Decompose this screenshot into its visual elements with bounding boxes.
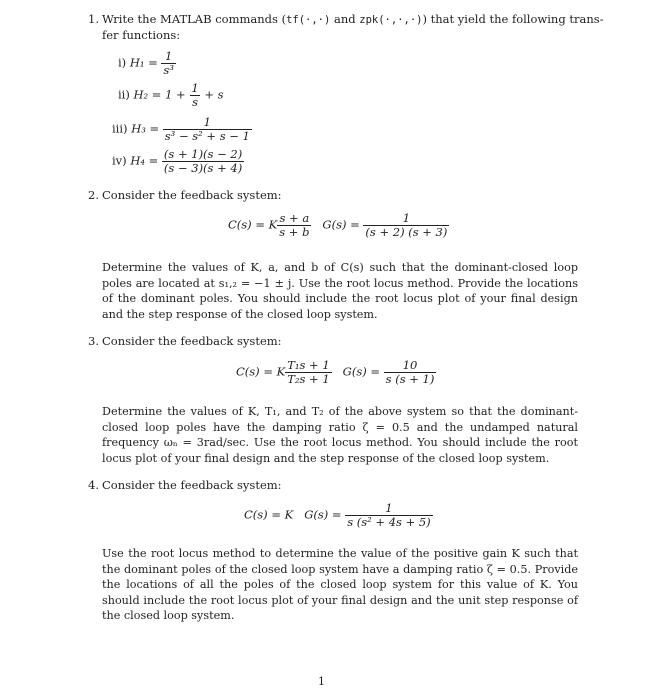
fraction-numerator: 1 bbox=[203, 115, 211, 129]
q1-item-lhs: H₁ = bbox=[129, 55, 158, 70]
fraction-denominator: (s + 2) (s + 3) bbox=[365, 225, 448, 239]
q1-number: 1. bbox=[88, 12, 99, 26]
q2-body: Determine the values of K, a, and b of C(s) such that the dominant-closed loop poles are located at s₁,₂ = −1 ± j. Use the root locus method. Provide the locations of the dominant poles. You should include the root locus plot of your final design and the step response of the closed loop system. bbox=[102, 261, 578, 321]
q3-plant-fraction bbox=[384, 359, 437, 386]
fraction-denominator: s³ − s² + s − 1 bbox=[164, 129, 250, 143]
fraction-numerator: (s + 1)(s − 2) bbox=[163, 147, 243, 161]
q4-plant-fraction bbox=[345, 502, 432, 529]
fraction-denominator: (s − 3)(s + 4) bbox=[163, 161, 243, 175]
q1-item-3 bbox=[112, 116, 252, 143]
fraction-denominator: s bbox=[192, 95, 198, 109]
q3-title: Consider the feedback system: bbox=[102, 334, 282, 348]
q2-controller-fraction bbox=[277, 212, 311, 239]
fraction-numerator: 1 bbox=[191, 81, 199, 95]
q3-body: Determine the values of K, T₁, and T₂ of the above system so that the dominant-closed loop poles have the damping ratio ζ = 0.5 and the undamped natural frequency ωₙ = 3rad/sec. Use the root locus method. You should include the root locus plot of your final design and the step response of the closed loop system. bbox=[102, 405, 578, 465]
q1-item-label: ii) bbox=[118, 87, 130, 102]
fraction-numerator: T₁s + 1 bbox=[287, 358, 330, 372]
q4-equation bbox=[244, 502, 433, 529]
fraction-numerator: s + a bbox=[279, 211, 310, 225]
q1-item-fraction bbox=[163, 116, 252, 143]
q1-item-fraction bbox=[161, 50, 176, 77]
q4-title: Consider the feedback system: bbox=[102, 478, 282, 492]
fraction-denominator: s + b bbox=[279, 225, 310, 239]
q1-item-2 bbox=[118, 82, 224, 109]
q4-body: Use the root locus method to determine the value of the positive gain K such that the dominant poles of the closed loop system have a damping ratio ζ = 0.5. Provide the locations of all the poles of the closed loop system for this value of K. You should include the root locus plot of your final design and the unit step response of the closed loop system. bbox=[102, 547, 578, 622]
q1-intro-part1: Write the MATLAB commands ( bbox=[102, 12, 287, 26]
q4-controller-lhs: C(s) = K bbox=[244, 507, 294, 522]
q1-item-label: i) bbox=[118, 55, 127, 70]
q1-intro-line2: fer functions: bbox=[102, 28, 181, 42]
fraction-numerator: 1 bbox=[402, 211, 411, 225]
q1-item-label: iii) bbox=[112, 121, 128, 136]
fraction-denominator: T₂s + 1 bbox=[287, 372, 330, 386]
q1-item-lhs: H₂ = 1 + bbox=[133, 87, 186, 102]
q1-item-fraction bbox=[189, 82, 200, 109]
fraction-denominator: s (s² + 4s + 5) bbox=[347, 515, 431, 529]
q1-item-1 bbox=[118, 50, 176, 77]
q2-plant-lhs: G(s) = bbox=[322, 217, 360, 232]
q3-equation bbox=[236, 359, 436, 386]
q1-item-lhs: H₄ = bbox=[130, 153, 159, 168]
q1-item-lhs: H₃ = bbox=[131, 121, 160, 136]
q3-controller-lhs: C(s) = K bbox=[236, 364, 286, 379]
q3-plant-lhs: G(s) = bbox=[342, 364, 380, 379]
q2-title: Consider the feedback system: bbox=[102, 188, 282, 202]
q2-controller-lhs: C(s) = K bbox=[228, 217, 278, 232]
q3-number: 3. bbox=[88, 334, 99, 348]
q2-plant-fraction bbox=[363, 212, 449, 239]
q2-equation bbox=[228, 212, 449, 239]
q1-item-label: iv) bbox=[112, 153, 127, 168]
q3-controller-fraction bbox=[285, 359, 331, 386]
q1-item-fraction bbox=[162, 148, 244, 175]
q4-number: 4. bbox=[88, 478, 99, 492]
fraction-denominator: s (s + 1) bbox=[385, 372, 435, 386]
q1-item-4 bbox=[112, 148, 244, 175]
q2-number: 2. bbox=[88, 188, 99, 202]
fraction-numerator: 10 bbox=[402, 358, 418, 372]
q1-code-zpk: zpk(·,·,·) bbox=[359, 14, 423, 26]
q1-intro-part2: and bbox=[330, 12, 360, 26]
page-number: 1 bbox=[318, 675, 325, 688]
q4-plant-lhs: G(s) = bbox=[304, 507, 342, 522]
q1-code-tf: tf(·,·) bbox=[286, 14, 331, 26]
fraction-numerator: 1 bbox=[385, 501, 393, 515]
fraction-numerator: 1 bbox=[165, 49, 173, 63]
fraction-denominator: s³ bbox=[163, 63, 174, 77]
q1-item-rest: + s bbox=[204, 87, 224, 102]
q1-intro-line1 bbox=[102, 12, 604, 28]
q1-intro-part3: ) that yield the following trans- bbox=[422, 12, 604, 26]
